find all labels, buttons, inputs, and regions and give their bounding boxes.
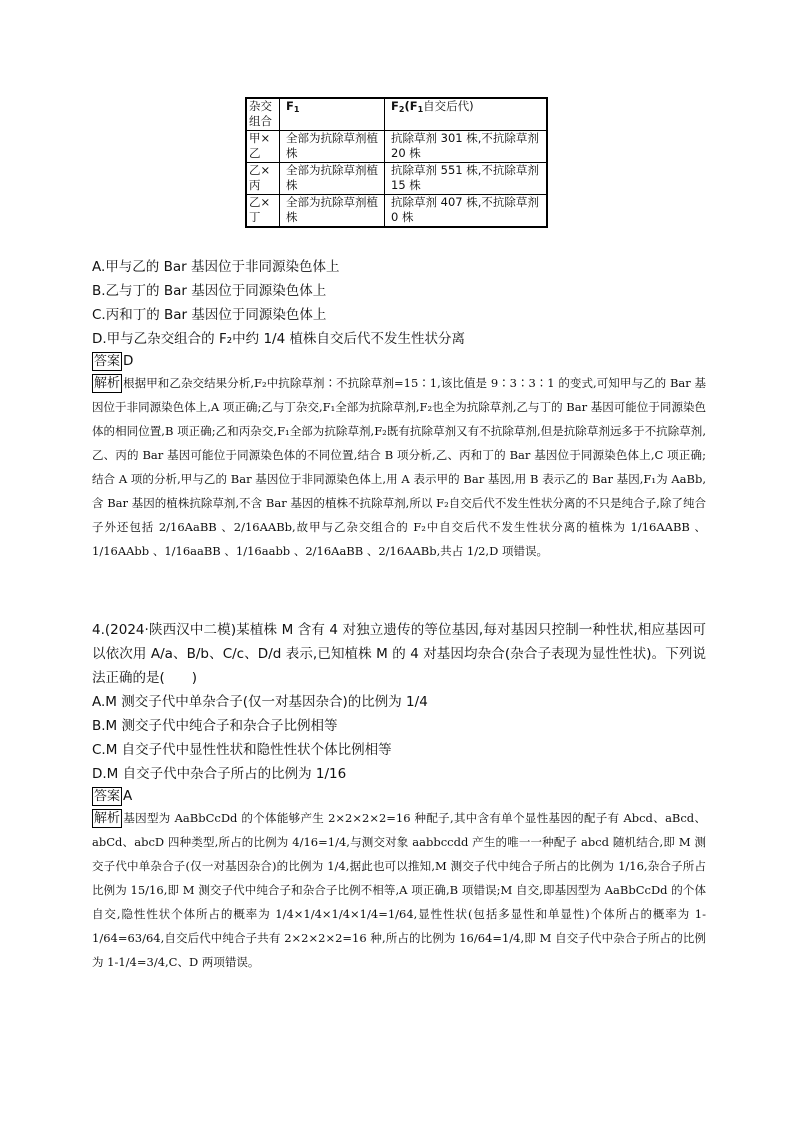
table-row [246, 131, 547, 163]
cell-cross: 乙×丙 [246, 163, 280, 195]
answer-tag: 答案 [94, 789, 121, 804]
cell-cross: 乙×丁 [246, 195, 280, 228]
cell-f2: 抗除草剂 551 株,不抗除草剂 15 株 [385, 163, 548, 195]
option-c: C.M 自交子代中显性性状和隐性性状个体比例相等 [92, 742, 392, 758]
answer-line [92, 351, 706, 371]
cell-cross: 甲×乙 [246, 131, 280, 163]
explanation-tag: 解析 [94, 811, 121, 826]
question-stem: 4.(2024·陕西汉中二模)某植株 M 含有 4 对独立遗传的等位基因,每对基因只控制一种性状,相应基因可以依次用 A/a、B/b、C/c、D/d 表示,已知植株 M 的 4 对基因均杂合(杂合子表现为显性性状)。下列说法正确的是( ) [92, 622, 706, 686]
header-f1: $F_1$ [280, 98, 385, 131]
explanation-text: 根据甲和乙杂交结果分析,F₂中抗除草剂∶不抗除草剂=15∶1,该比值是 9∶3∶3∶1 的变式,可知甲与乙的 Bar 基因位于非同源染色体上,A 项正确;乙与丁杂交,F₁全部为抗除草剂,F₂也全为抗除草剂,乙与丁的 Bar 基因可能位于同源染色体的相同位置,B 项正确;乙和丙杂交,F₁全部为抗除草剂,F₂既有抗除草剂又有不抗除草剂,但是抗除草剂远多于不抗除草剂,乙、丙的 Bar 基因可能位于同源染色体的不同位置,结合 B 项分析,乙、丙和丁的 Bar 基因位于同源染色体上,C 项正确;结合 A 项的分析,甲与乙的 Bar 基因位于非同源染色体上,用 A 表示甲的 Bar 基因,用 B 表示乙的 Bar 基因,F₁为 AaBb,含 Bar 基因的植株抗除草剂,不含 Bar 基因的植株不抗除草剂,所以 F₂自交后代不发生性状分离的不只是纯合子,除了纯合子外还包括 2/16AaBB 、2/16AABb,故甲与乙杂交组合的 F₂中自交后代不发生性状分离的植株为 1/16AABB 、1/16AAbb 、1/16aaBB 、1/16aabb 、2/16AaBB 、2/16AABb,共占 1/2,D 项错误。 [92, 376, 706, 558]
option-b: B.乙与丁的 Bar 基因位于同源染色体上 [92, 283, 327, 299]
question-3-block [92, 255, 706, 563]
header-cross: 杂交组合 [246, 98, 280, 131]
cross-results-table [245, 97, 548, 228]
table-row [246, 163, 547, 195]
cell-f2: 抗除草剂 301 株,不抗除草剂 20 株 [385, 131, 548, 163]
explanation [92, 806, 706, 974]
option-a: A.甲与乙的 Bar 基因位于非同源染色体上 [92, 259, 340, 275]
option-d: D.M 自交子代中杂合子所占的比例为 1/16 [92, 766, 347, 782]
cell-f1: 全部为抗除草剂植株 [280, 195, 385, 228]
option-d: D.甲与乙杂交组合的 F₂中约 1/4 植株自交后代不发生性状分离 [92, 331, 465, 347]
answer-value: D [123, 353, 134, 369]
header-f2: $F_2(F_1$自交后代) [385, 98, 548, 131]
answer-value: A [123, 788, 133, 804]
option-b: B.M 测交子代中纯合子和杂合子比例相等 [92, 718, 338, 734]
answer-line [92, 786, 706, 806]
cell-f1: 全部为抗除草剂植株 [280, 163, 385, 195]
option-a: A.M 测交子代中单杂合子(仅一对基因杂合)的比例为 1/4 [92, 694, 428, 710]
explanation [92, 371, 706, 563]
table-row [246, 195, 547, 228]
option-c: C.丙和丁的 Bar 基因位于同源染色体上 [92, 307, 327, 323]
explanation-text: 基因型为 AaBbCcDd 的个体能够产生 2×2×2×2=16 种配子,其中含有单个显性基因的配子有 Abcd、aBcd、abCd、abcD 四种类型,所占的比例为 4/16=1/4,与测交对象 aabbccdd 产生的唯一一种配子 abcd 随机结合,即 M 测交子代中单杂合子(仅一对基因杂合)的比例为 1/4,据此也可以推知,M 测交子代中纯合子所占的比例为 1/16,杂合子所占比例为 15/16,即 M 测交子代中纯合子和杂合子比例不相等,A 项正确,B 项错误;M 自交,即基因型为 AaBbCcDd 的个体自交,隐性性状个体所占的概率为 1/4×1/4×1/4×1/4=1/64,显性性状(包括多显性和单显性)个体所占的概率为 1-1/64=63/64,自交后代中纯合子共有 2×2×2×2=16 种,所占的比例为 16/64=1/4,即 M 自交子代中杂合子所占的比例为 1-1/4=3/4,C、D 两项错误。 [92, 811, 706, 969]
cell-f2: 抗除草剂 407 株,不抗除草剂 0 株 [385, 195, 548, 228]
cell-f1: 全部为抗除草剂植株 [280, 131, 385, 163]
explanation-tag: 解析 [94, 376, 121, 391]
question-4-block [92, 618, 706, 974]
answer-tag: 答案 [94, 354, 121, 369]
table-header-row [246, 98, 547, 131]
